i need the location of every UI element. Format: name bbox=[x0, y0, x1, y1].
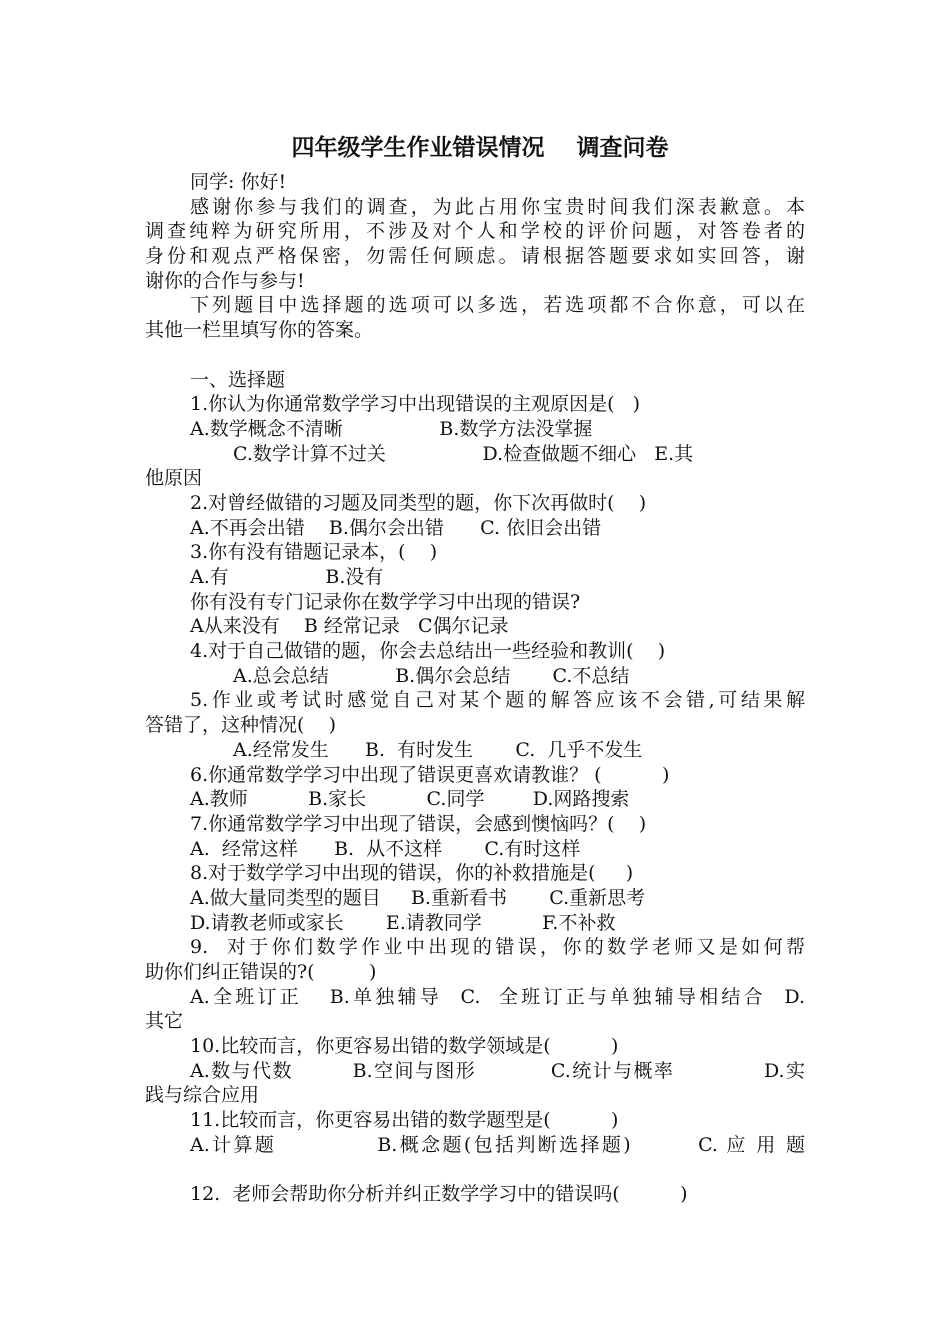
question-5-stem: 5.作业或考试时感觉自己对某个题的解答应该不会错,可结果解 bbox=[190, 689, 805, 712]
question-9-options: A.全班订正 B.单独辅导 C. 全班订正与单独辅导相结合 D. bbox=[190, 985, 805, 1008]
question-8-options: A.做大量同类型的题目 B.重新看书 C.重新思考 bbox=[190, 886, 646, 909]
blank-line bbox=[145, 1158, 805, 1183]
question-9-stem: 9. 对于你们数学作业中出现的错误，你的数学老师又是如何帮 bbox=[190, 936, 805, 959]
question-1-stem: 1.你认为你通常数学学习中出现错误的主观原因是( ) bbox=[190, 393, 641, 416]
question-1-options: A.数学概念不清晰 B.数学方法没掌握 bbox=[190, 417, 593, 440]
question-4-options: A.总会总结 B.偶尔会总结 C.不总结 bbox=[233, 664, 630, 687]
question-8-stem: 8.对于数学学习中出现的错误，你的补救措施是( ) bbox=[190, 862, 634, 885]
intro-line: 身份和观点严格保密，勿需任何顾虑。请根据答题要求如实回答，谢 bbox=[145, 245, 805, 268]
question-2-options: A.不再会出错 B.偶尔会出错 C. 依旧会出错 bbox=[190, 516, 602, 539]
question-7-stem: 7.你通常数学学习中出现了错误，会感到懊恼吗？( ) bbox=[190, 812, 647, 835]
page-title: 四年级学生作业错误情况 调查问卷 bbox=[291, 135, 669, 161]
question-5-options: A.经常发生 B. 有时发生 C. 几乎不发生 bbox=[233, 738, 643, 761]
question-1-options: 他原因 bbox=[145, 467, 203, 490]
question-10-stem: 10.比较而言，你更容易出错的数学领域是( ) bbox=[190, 1035, 619, 1058]
question-3-stem: 3.你有没有错题记录本，( ) bbox=[190, 541, 438, 564]
questionnaire-page bbox=[145, 130, 805, 1207]
note-line: 下列题目中选择题的选项可以多选，若选项都不合你意，可以在 bbox=[190, 294, 805, 317]
question-2-stem: 2.对曾经做错的习题及同类型的题，你下次再做时( ) bbox=[190, 491, 647, 514]
question-11-stem: 11.比较而言，你更容易出错的数学题型是( ) bbox=[190, 1109, 619, 1132]
question-10-options: 践与综合应用 bbox=[145, 1084, 260, 1107]
question-3-options: A.有 B.没有 bbox=[190, 566, 384, 588]
question-9-stem: 助你们纠正错误的?( ) bbox=[145, 961, 377, 983]
question-9-options: 其它 bbox=[145, 1010, 184, 1033]
question-6-stem: 6.你通常数学学习中出现了错误更喜欢请教谁？ ( ) bbox=[190, 763, 670, 786]
intro-line: 谢你的合作与参与! bbox=[145, 269, 305, 292]
question-3-sub-stem: 你有没有专门记录你在数学学习中出现的错误? bbox=[190, 590, 581, 613]
blank-line bbox=[145, 343, 805, 368]
question-6-options: A.教师 B.家长 C.同学 D.网路搜索 bbox=[190, 788, 630, 811]
greeting: 同学: 你好! bbox=[190, 171, 287, 193]
question-4-stem: 4.对于自己做错的题，你会去总结出一些经验和教训( ) bbox=[190, 640, 666, 663]
question-12-stem: 12. 老师会帮助你分析并纠正数学学习中的错误吗( ) bbox=[190, 1183, 688, 1206]
intro-line: 感谢你参与我们的调查，为此占用你宝贵时间我们深表歉意。本 bbox=[190, 195, 805, 218]
intro-line: 调查纯粹为研究所用，不涉及对个人和学校的评价问题，对答卷者的 bbox=[145, 220, 805, 243]
question-10-options: A.数与代数 B.空间与图形 C.统计与概率 D.实 bbox=[190, 1059, 805, 1082]
note-line: 其他一栏里填写你的答案。 bbox=[145, 319, 374, 342]
question-5-stem: 答错了，这种情况( ) bbox=[145, 714, 336, 737]
question-7-options: A. 经常这样 B. 从不这样 C.有时这样 bbox=[190, 837, 581, 860]
section-heading: 一、选择题 bbox=[190, 368, 286, 391]
question-11-options: A.计算题 B.概念题(包括判断选择题) C. 应 用 题 bbox=[190, 1133, 805, 1156]
question-3-sub-options: A从来没有 B 经常记录 C偶尔记录 bbox=[190, 615, 509, 638]
question-1-options: C.数学计算不过关 D.检查做题不细心 E.其 bbox=[233, 442, 694, 465]
question-8-options: D.请教老师或家长 E.请教同学 F.不补救 bbox=[190, 911, 616, 934]
